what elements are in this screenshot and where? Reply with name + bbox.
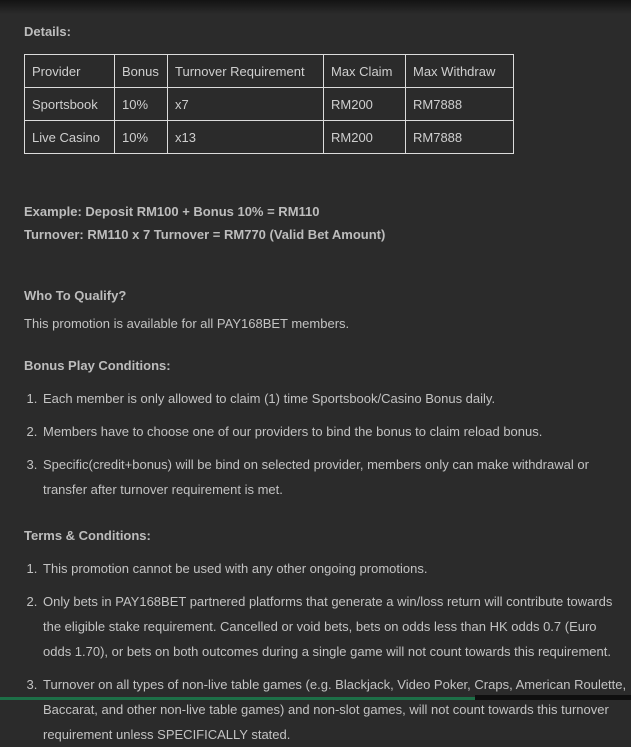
who-to-qualify-heading: Who To Qualify? — [24, 288, 127, 303]
terms-and-conditions-heading: Terms & Conditions: — [24, 528, 151, 543]
table-cell-turnover: x13 — [168, 121, 324, 154]
table-cell-bonus: 10% — [115, 121, 168, 154]
table-header-max-withdraw: Max Withdraw — [406, 55, 514, 88]
table-header-turnover: Turnover Requirement — [168, 55, 324, 88]
table-cell-bonus: 10% — [115, 88, 168, 121]
table-cell-provider: Live Casino — [25, 121, 115, 154]
list-item: 3. Specific(credit+bonus) will be bind on selected provider, members only can make withdrawal or transfer after turnover requirement is met. — [41, 452, 627, 502]
list-item: 2. Only bets in PAY168BET partnered platforms that generate a win/loss return will contribute towards the eligible stake requirement. Cancelled or void bets, bets on odds less than HK odds 0.7 (Euro odds 1.70), or bets on both outcomes during a single game will not count towards this requirement. — [41, 589, 627, 664]
table-row — [25, 121, 514, 154]
details-table — [24, 54, 514, 154]
table-row — [25, 88, 514, 121]
bottom-dark-bar — [475, 695, 631, 700]
table-header-provider: Provider — [25, 55, 115, 88]
example-block — [24, 200, 627, 246]
table-cell-max-withdraw: RM7888 — [406, 121, 514, 154]
table-cell-provider: Sportsbook — [25, 88, 115, 121]
table-cell-turnover: x7 — [168, 88, 324, 121]
table-header-bonus: Bonus — [115, 55, 168, 88]
list-item: 3. Turnover on all types of non-live table games (e.g. Blackjack, Video Poker, Craps, American Roulette, Baccarat, and other non-live table games) and non-slot games, will not count towards this turnover requirement unless SPECIFICALLY stated. — [41, 672, 627, 747]
table-header-max-claim: Max Claim — [324, 55, 406, 88]
table-cell-max-claim: RM200 — [324, 121, 406, 154]
details-heading: Details: — [24, 24, 71, 39]
terms-and-conditions-list — [24, 556, 627, 747]
example-line-turnover: Turnover: RM110 x 7 Turnover = RM770 (Valid Bet Amount) — [24, 227, 386, 242]
example-line-deposit: Example: Deposit RM100 + Bonus 10% = RM110 — [24, 204, 320, 219]
table-cell-max-withdraw: RM7888 — [406, 88, 514, 121]
bonus-play-conditions-heading: Bonus Play Conditions: — [24, 358, 171, 373]
list-item: 1. Each member is only allowed to claim (1) time Sportsbook/Casino Bonus daily. — [41, 386, 627, 411]
table-cell-max-claim: RM200 — [324, 88, 406, 121]
list-item: 2. Members have to choose one of our providers to bind the bonus to claim reload bonus. — [41, 419, 627, 444]
who-to-qualify-body: This promotion is available for all PAY168BET members. — [24, 316, 350, 331]
table-header-row — [25, 55, 514, 88]
list-item: 1. This promotion cannot be used with any other ongoing promotions. — [41, 556, 627, 581]
bonus-play-conditions-list — [24, 386, 627, 502]
